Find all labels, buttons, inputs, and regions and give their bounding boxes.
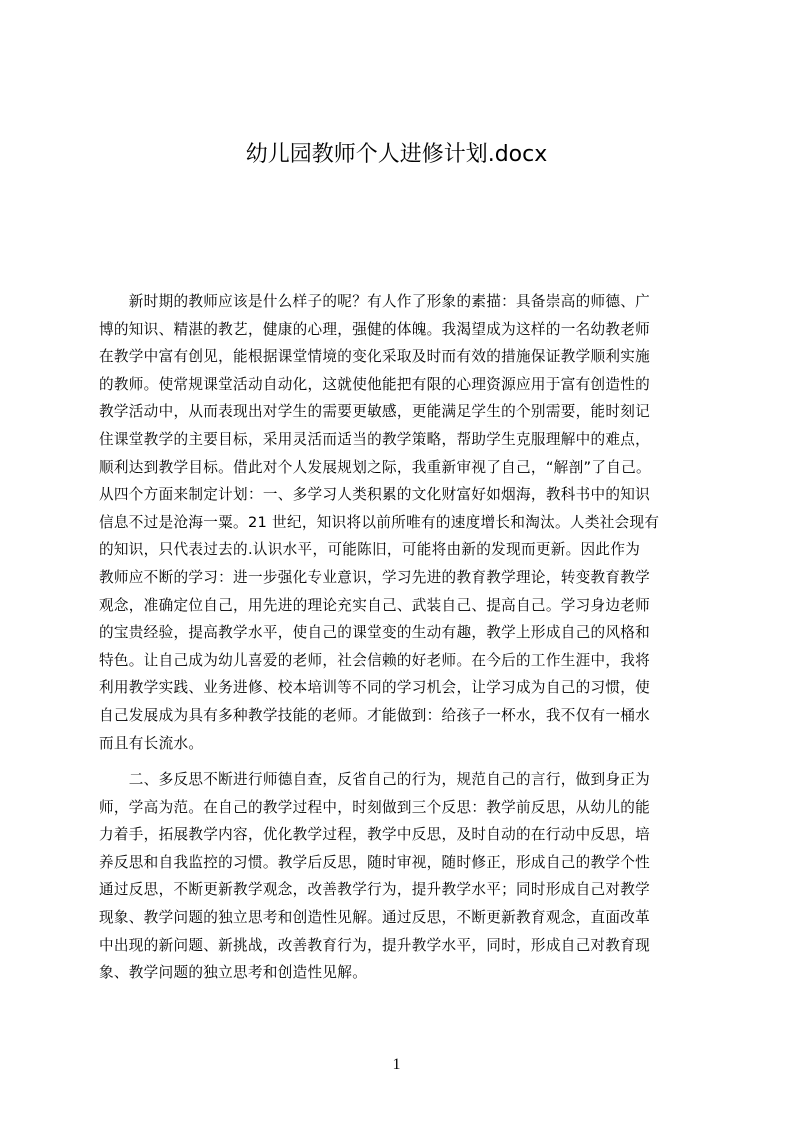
document-title: 幼儿园教师个人进修计划.docx [245,142,548,167]
paragraph-line: 住课堂教学的主要目标，采用灵活而适当的教学策略，帮助学生克服理解中的难点， [99,430,651,448]
paragraph-line: 养反思和自我监控的习惯。教学后反思，随时审视，随时修正，形成自己的教学个性 [99,853,651,871]
paragraph-line: 教师应不断的学习：进一步强化专业意识，学习先进的教育教学理论，转变教育教学 [99,568,651,586]
page-number: 1 [392,1056,401,1073]
paragraph-line: 通过反思，不断更新教学观念，改善教学行为，提升教学水平；同时形成自己对教学 [99,881,651,899]
paragraph-2 [99,766,697,987]
paragraph-line: 的宝贵经验，提高教学水平，使自己的课堂变的生动有趣，教学上形成自己的风格和 [99,624,651,642]
paragraph-line: 的教师。使常规课堂活动自动化，这就使他能把有限的心理资源应用于富有创造性的 [99,375,651,393]
paragraph-line: 力着手，拓展教学内容，优化教学过程，教学中反思，及时自动的在行动中反思，培 [99,826,651,844]
paragraph-line: 在教学中富有创见，能根据课堂情境的变化采取及时而有效的措施保证教学顺利实施 [99,348,651,366]
paragraph-line: 师，学高为范。在自己的教学过程中，时刻做到三个反思：教学前反思，从幼儿的能 [99,798,651,816]
paragraph-line: 现象、教学问题的独立思考和创造性见解。通过反思，不断更新教育观念，直面改革 [99,908,651,926]
paragraph-line: 博的知识、精湛的教艺，健康的心理，强健的体魄。我渴望成为这样的一名幼教老师 [99,320,651,338]
paragraph-line: 信息不过是沧海一粟。21 世纪，知识将以前所唯有的速度增长和淘汰。人类社会现有 [99,513,660,531]
paragraph-line: 新时期的教师应该是什么样子的呢？有人作了形象的素描：具备崇高的师德、广 [99,293,651,310]
paragraph-line: 中出现的新问题、新挑战，改善教育行为，提升教学水平，同时，形成自己对教育现 [99,936,651,954]
paragraph-line: 的知识，只代表过去的.认识水平，可能陈旧，可能将由新的发现而更新。因此作为 [99,541,641,559]
paragraph-line: 二、多反思不断进行师德自查，反省自己的行为，规范自己的言行，做到身正为 [99,771,651,788]
paragraph-line: 而且有长流水。 [99,734,204,752]
paragraph-1 [99,288,697,757]
paragraph-line: 观念，准确定位自己，用先进的理论充实自己、武装自己、提高自己。学习身边老师 [99,596,651,614]
paragraph-line: 自己发展成为具有多种教学技能的老师。才能做到：给孩子一杯水，我不仅有一桶水 [99,706,651,724]
paragraph-line: 从四个方面来制定计划：一、多学习人类积累的文化财富好如烟海，教科书中的知识 [99,486,651,504]
paragraph-line: 顺利达到教学目标。借此对个人发展规划之际，我重新审视了自己，“解剖”了自己。 [99,458,651,476]
paragraph-line: 教学活动中，从而表现出对学生的需要更敏感，更能满足学生的个别需要，能时刻记 [99,403,651,421]
paragraph-line: 利用教学实践、业务进修、校本培训等不同的学习机会，让学习成为自己的习惯，使 [99,679,651,697]
paragraph-line: 特色。让自己成为幼儿喜爱的老师，社会信赖的好老师。在今后的工作生涯中，我将 [99,651,651,669]
paragraph-line: 象、教学问题的独立思考和创造性见解。 [99,964,368,982]
